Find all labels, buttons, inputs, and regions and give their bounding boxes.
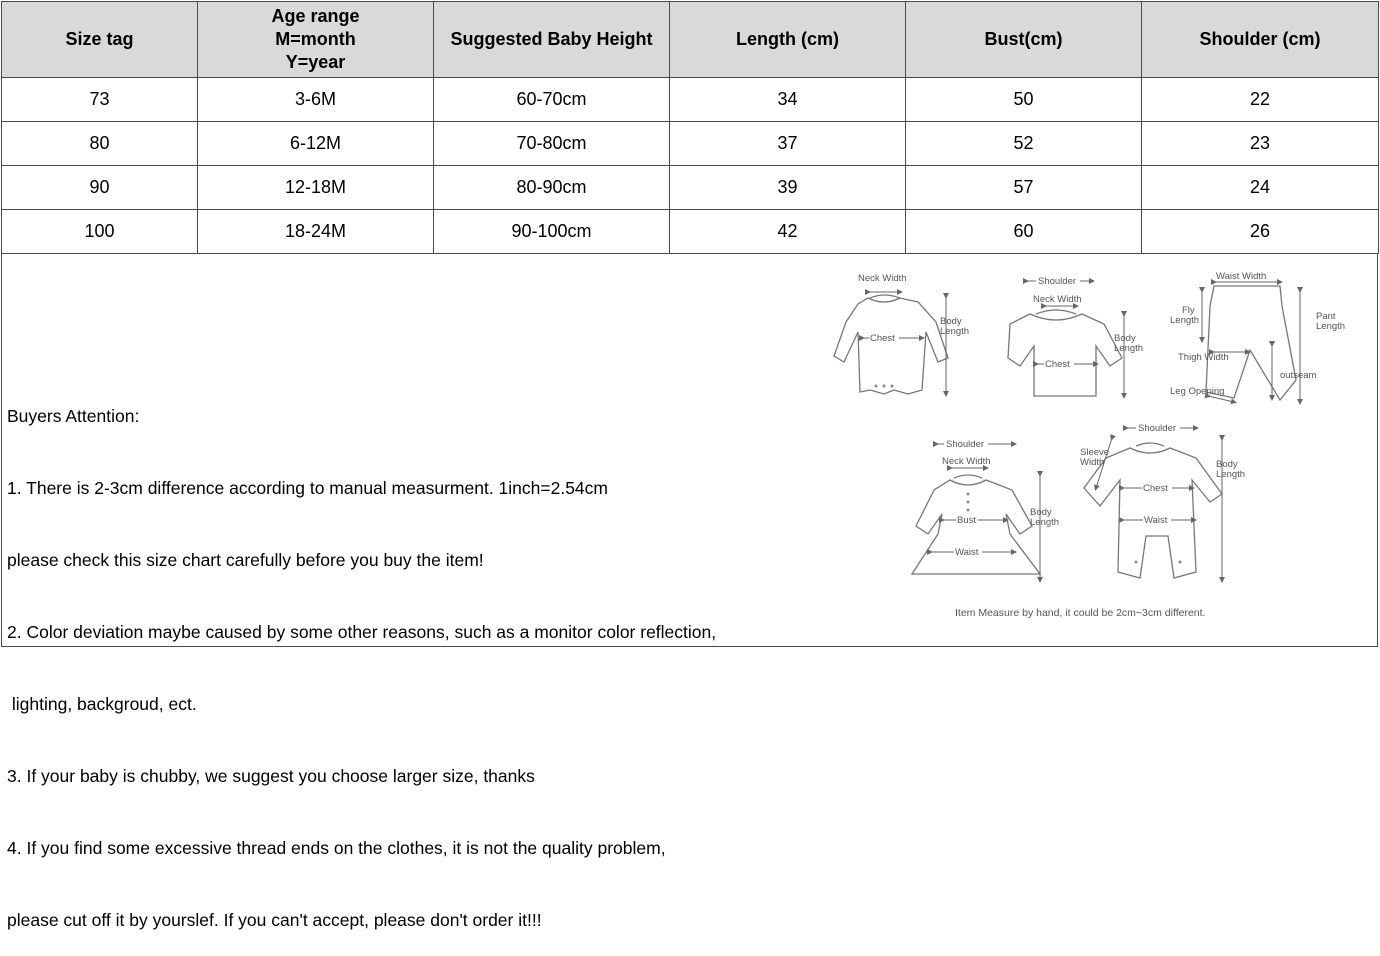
table-cell: 80 xyxy=(2,122,198,166)
table-cell: 18-24M xyxy=(198,210,434,254)
column-header-text: Age range xyxy=(271,6,360,26)
label-body-length-4: Body xyxy=(1216,459,1238,470)
label-leg-opening: Leg Opening xyxy=(1170,386,1225,397)
svg-text:Width: Width xyxy=(1080,457,1105,468)
svg-text:Length: Length xyxy=(1216,469,1246,480)
column-header xyxy=(1142,2,1379,78)
table-cell: 73 xyxy=(2,78,198,122)
notes-line: 2. Color deviation maybe caused by some other reasons, such as a monitor color reflection, xyxy=(7,622,717,642)
label-neck-width: Neck Width xyxy=(858,273,907,284)
table-cell: 100 xyxy=(2,210,198,254)
svg-text:Length: Length xyxy=(1316,321,1346,332)
label-shoulder: Shoulder xyxy=(1038,276,1077,287)
column-header-text: Size tag xyxy=(65,29,134,49)
column-header-text: Suggested Baby Height xyxy=(450,29,653,49)
column-header-text: Shoulder (cm) xyxy=(1199,29,1321,49)
table-cell: 34 xyxy=(670,78,906,122)
table-cell: 6-12M xyxy=(198,122,434,166)
table-cell: 3-6M xyxy=(198,78,434,122)
notes-line: 1. There is 2-3cm difference according to manual measurment. 1inch=2.54cm xyxy=(7,478,608,498)
label-body-length-3: Body xyxy=(1030,507,1052,518)
bodysuit-diagram xyxy=(834,273,969,394)
shirt-diagram xyxy=(1008,275,1143,396)
measurement-diagrams-svg xyxy=(800,262,1360,632)
label-thigh-width: Thigh Width xyxy=(1178,352,1229,363)
table-cell: 90 xyxy=(2,166,198,210)
notes-line: 4. If you find some excessive thread ends on the clothes, it is not the quality problem, xyxy=(7,838,666,858)
label-shoulder-3: Shoulder xyxy=(1138,423,1177,434)
svg-text:Length: Length xyxy=(940,326,970,337)
table-row xyxy=(2,78,1379,122)
label-outseam: outseam xyxy=(1280,370,1317,381)
table-cell: 52 xyxy=(906,122,1142,166)
table-cell: 23 xyxy=(1142,122,1379,166)
column-header xyxy=(434,2,670,78)
buyers-attention-notes xyxy=(7,356,716,956)
svg-text:Length: Length xyxy=(1114,343,1144,354)
measure-footnote: Item Measure by hand, it could be 2cm~3cm different. xyxy=(955,607,1206,619)
column-header xyxy=(2,2,198,78)
svg-text:Length: Length xyxy=(1030,517,1060,528)
column-header-text: Length (cm) xyxy=(736,29,839,49)
table-cell: 12-18M xyxy=(198,166,434,210)
label-chest-3: Chest xyxy=(1143,483,1168,494)
label-neck-width-3: Neck Width xyxy=(942,456,991,467)
romper-diagram xyxy=(1080,422,1245,580)
table-cell: 90-100cm xyxy=(434,210,670,254)
measurement-diagrams xyxy=(800,262,1360,632)
label-body-length-2: Body xyxy=(1114,333,1136,344)
table-row xyxy=(2,166,1379,210)
column-header xyxy=(670,2,906,78)
notes-line: 3. If your baby is chubby, we suggest you choose larger size, thanks xyxy=(7,766,535,786)
label-waist: Waist xyxy=(955,547,979,558)
table-cell: 39 xyxy=(670,166,906,210)
label-sleeve-width: Sleeve xyxy=(1080,447,1110,458)
label-shoulder-2: Shoulder xyxy=(946,439,985,450)
label-chest-2: Chest xyxy=(1045,359,1070,370)
table-cell: 70-80cm xyxy=(434,122,670,166)
label-body-length: Body xyxy=(940,316,962,327)
svg-text:Length: Length xyxy=(1170,315,1200,326)
label-bust: Bust xyxy=(957,515,977,526)
size-chart-table xyxy=(1,1,1379,254)
table-row xyxy=(2,210,1379,254)
table-body xyxy=(2,78,1379,254)
table-cell: 26 xyxy=(1142,210,1379,254)
column-header xyxy=(906,2,1142,78)
notes-line: lighting, backgroud, ect. xyxy=(7,694,197,714)
label-waist-2: Waist xyxy=(1144,515,1168,526)
table-cell: 50 xyxy=(906,78,1142,122)
notes-title: Buyers Attention: xyxy=(7,406,140,426)
column-header xyxy=(198,2,434,78)
table-header-row xyxy=(2,2,1379,78)
label-chest: Chest xyxy=(870,333,895,344)
table-cell: 42 xyxy=(670,210,906,254)
label-waist-width: Waist Width xyxy=(1216,271,1267,282)
label-fly-length: Fly xyxy=(1182,305,1195,316)
table-row xyxy=(2,122,1379,166)
label-pant-length: Pant xyxy=(1316,311,1336,322)
table-cell: 37 xyxy=(670,122,906,166)
table-cell: 80-90cm xyxy=(434,166,670,210)
table-cell: 22 xyxy=(1142,78,1379,122)
notes-line: please check this size chart carefully before you buy the item! xyxy=(7,550,484,570)
column-header-text: Y=year xyxy=(285,52,346,72)
table-cell: 60-70cm xyxy=(434,78,670,122)
table-cell: 60 xyxy=(906,210,1142,254)
pants-diagram xyxy=(1170,271,1345,402)
column-header-text: Bust(cm) xyxy=(984,29,1063,49)
dress-diagram xyxy=(912,438,1059,580)
table-cell: 24 xyxy=(1142,166,1379,210)
table-cell: 57 xyxy=(906,166,1142,210)
column-header-text: M=month xyxy=(275,29,356,49)
label-neck-width-2: Neck Width xyxy=(1033,294,1082,305)
notes-line: please cut off it by yourslef. If you can't accept, please don't order it!!! xyxy=(7,910,542,930)
